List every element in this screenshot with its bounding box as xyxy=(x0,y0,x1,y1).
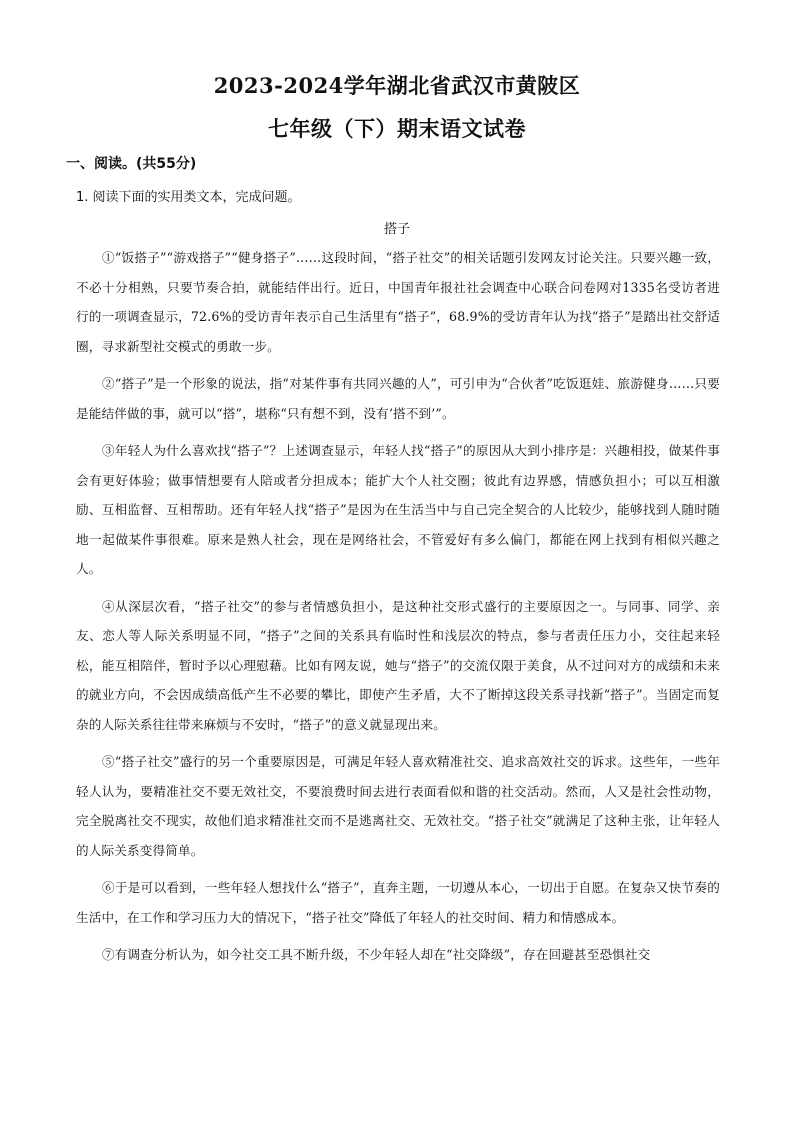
question-prompt: 1. 阅读下面的实用类文本，完成问题。 xyxy=(76,190,301,205)
article-body xyxy=(76,243,720,978)
article-title: 搭子 xyxy=(383,222,410,237)
paragraph-7: ⑦有调查分析认为，如今社交工具不断升级，不少年轻人却在“社交降级”，存在回避甚至恐惧社交 xyxy=(102,947,651,962)
paragraph-5: ⑤“搭子社交”盛行的另一个重要原因是，可满足年轻人喜欢精准社交、追求高效社交的诉求。这些年，一些年轻人认为，要精准社交不要无效社交，不要浪费时间去进行表面看似和谐的社交活动。然而，人又是社会性动物，完全脱离社交不现实，故他们追求精准社交而不是逃离社交、无效社交。“搭子社交”就满足了这种主张，让年轻人的人际关系变得简单。 xyxy=(76,754,720,858)
paragraph-2: ②“搭子”是一个形象的说法，指“对某件事有共同兴趣的人”，可引申为“合伙者”吃饭逛娃、旅游健身……只要是能结伴做的事，就可以“搭”，堪称“只有想不到，没有‘搭不到’”。 xyxy=(76,376,720,421)
paragraph-1: ①“饭搭子”“游戏搭子”“健身搭子”……这段时间，“搭子社交”的相关话题引发网友讨论关注。只要兴趣一致，不必十分相熟，只要节奏合拍，就能结伴出行。近日，中国青年报社社会调查中心联合问卷网对1335名受访者进行的一项调查显示，72.6%的受访青年表示自己生活里有“搭子”，68.9%的受访青年认为找“搭子”是踏出社交舒适圈，寻求新型社交模式的勇敢一步。 xyxy=(76,250,720,354)
paragraph-4: ④从深层次看，“搭子社交”的参与者情感负担小，是这种社交形式盛行的主要原因之一。与同事、同学、亲友、恋人等人际关系明显不同，“搭子”之间的关系具有临时性和浅层次的特点，参与者责任压力小，交往起来轻松，能互相陪伴，暂时予以心理慰藉。比如有网友说，她与“搭子”的交流仅限于美食，从不过问对方的成绩和未来的就业方向，不会因成绩高低产生不必要的攀比，即使产生矛盾，大不了断掉这段关系寻找新“搭子”。当固定而复杂的人际关系往往带来麻烦与不安时，“搭子”的意义就显现出来。 xyxy=(76,598,720,732)
exam-title-line1: 2023-2024学年湖北省武汉市黄陂区 xyxy=(213,73,581,98)
exam-title-line2: 七年级（下）期末语文试卷 xyxy=(268,116,526,141)
paragraph-6: ⑥于是可以看到，一些年轻人想找什么“搭子”，直奔主题，一切遵从本心，一切出于自愿。在复杂又快节奏的生活中，在工作和学习压力大的情况下，“搭子社交”降低了年轻人的社交时间、精力和情感成本。 xyxy=(76,880,720,925)
section-heading: 一、阅读。(共55分) xyxy=(66,156,197,172)
paragraph-3: ③年轻人为什么喜欢找“搭子”？上述调查显示，年轻人找“搭子”的原因从大到小排序是：兴趣相投，做某件事会有更好体验；做事情想要有人陪或者分担成本；能扩大个人社交圈；彼此有边界感，情感负担小；可以互相激励、互相监督、互相帮助。还有年轻人找“搭子”是因为在生活当中与自己完全契合的人比较少，能够找到人随时随地一起做某件事很难。原来是熟人社会，现在是网络社会，不管爱好有多么偏门，都能在网上找到有相似兴趣之人。 xyxy=(76,443,720,576)
